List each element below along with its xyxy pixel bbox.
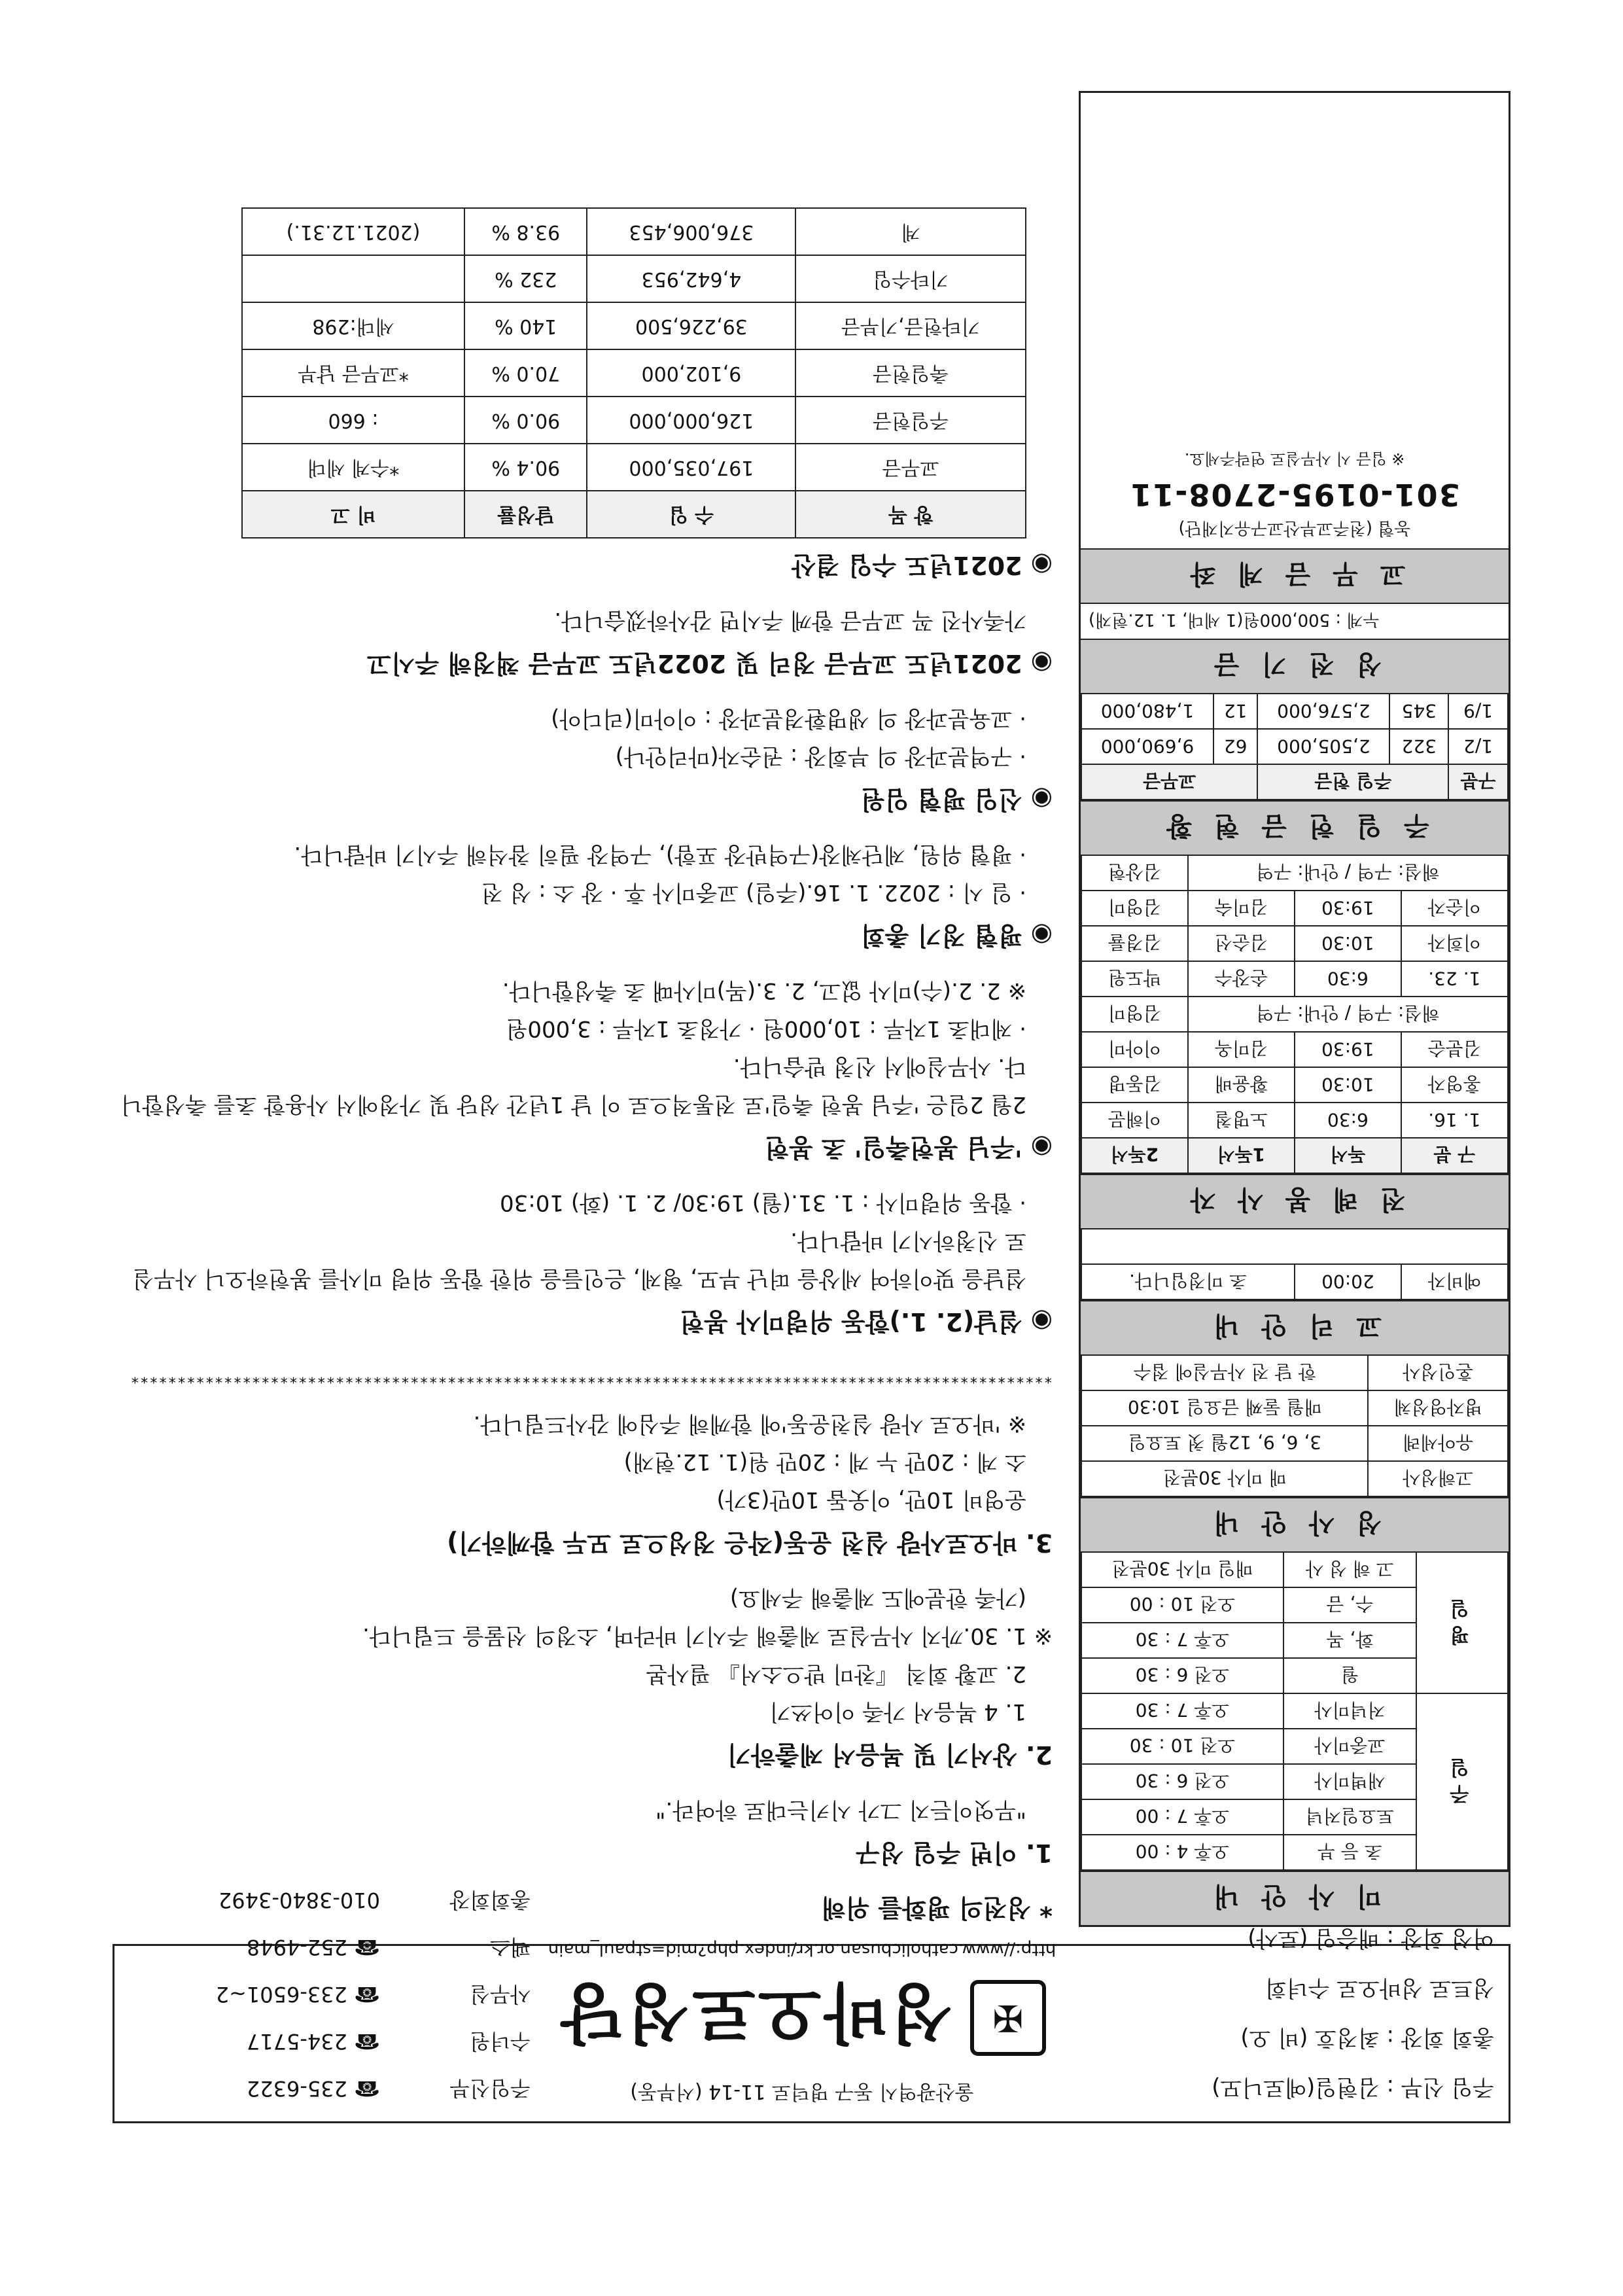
notice-5-text: 가족사진 꼭 교무금 함께 주시면 감사하겠습니다. bbox=[554, 607, 1026, 633]
mass-time: 오후 7 : 00 bbox=[1081, 1799, 1283, 1835]
liturgy-row bbox=[1081, 891, 1508, 926]
section-2-note2: (가족 한분에도 제출해 주세요) bbox=[729, 1585, 1026, 1611]
offering-row bbox=[1081, 694, 1508, 729]
liturgy-name: 이순자 bbox=[1401, 891, 1508, 926]
contact-row bbox=[125, 2018, 531, 2065]
mass-row bbox=[1081, 1658, 1508, 1693]
finance-note: *수계 세대 bbox=[242, 444, 464, 491]
offering-date: 1/2 bbox=[1448, 729, 1508, 764]
liturgy-name: 김미숙 bbox=[1188, 891, 1295, 926]
finance-rate: 93.8 % bbox=[464, 208, 587, 255]
offering-section-title: 주 일 헌 금 현 황 bbox=[1081, 800, 1509, 855]
finance-item: 계 bbox=[795, 208, 1026, 255]
star-divider: *************************************************************************************************** bbox=[130, 1369, 1053, 1385]
mass-row bbox=[1081, 1835, 1508, 1870]
sacrament-value: 매월 둘째 금요일 10:30 bbox=[1081, 1390, 1369, 1426]
ministry-name: 예비자 bbox=[1401, 1264, 1508, 1299]
finance-item: 축일헌금 bbox=[795, 349, 1026, 397]
offering-date: 1/9 bbox=[1448, 694, 1508, 729]
finance-rate: 90.0 % bbox=[464, 397, 587, 444]
offering-table bbox=[1081, 693, 1509, 800]
account-box bbox=[1081, 440, 1509, 548]
contact-row bbox=[125, 1924, 531, 1971]
section-3-title: 3. 바오로사랑 실천 운동(작은 정성으로 모두 함께하기) bbox=[447, 1528, 1053, 1557]
mass-table bbox=[1081, 1551, 1509, 1871]
section-3-line: 운영비 10만, 이웃돕 10만(3가) bbox=[716, 1487, 1026, 1513]
sacrament-value: 3, 6, 9, 12월 첫 토요일 bbox=[1081, 1426, 1369, 1461]
liturgy-name: 이희자 bbox=[1401, 926, 1508, 961]
mass-name: 초 등 부 bbox=[1283, 1835, 1416, 1870]
announcement-column bbox=[113, 91, 1053, 1927]
ministry-note: 초 미정입니다. bbox=[1081, 1264, 1295, 1299]
finance-item: 기타헌금,기부금 bbox=[795, 302, 1026, 349]
sacrament-row bbox=[1081, 1390, 1508, 1426]
contact-value: ☎ 233-6501~2 bbox=[215, 1982, 380, 2007]
intro-heading: * 성전의 평화를 위해 bbox=[821, 1894, 1053, 1922]
section-2-item: 1. 4 복음서 가족 이어쓰기 bbox=[769, 1699, 1026, 1725]
section-1-title: 1. 이번 주일 성구 bbox=[856, 1839, 1053, 1867]
liturgy-note: 해설: 구역 / 안내: 구역 bbox=[1188, 997, 1508, 1032]
notice-1-text: 설날을 맞이하여 세상을 떠난 부모, 형제, 은인들을 위한 합동 위령 미사를 봉헌하오니 사무실로 신청하시기 바랍니다. bbox=[132, 1227, 1026, 1292]
liturgy-note: 해설: 구역 / 안내: 구역 bbox=[1188, 855, 1508, 891]
mass-time: 매일 미사 30분전 bbox=[1081, 1552, 1283, 1587]
finance-row bbox=[242, 444, 1026, 491]
staff-label: 여성 회장 bbox=[1401, 1925, 1494, 1951]
finance-head-cell: 수 입 bbox=[587, 491, 795, 538]
sacrament-name: 병자영성체 bbox=[1369, 1390, 1509, 1426]
notice-4-line: · 구역분과장 의 부회장 : 권순자(마리안나) bbox=[615, 743, 1026, 769]
finance-note: : 660 bbox=[242, 397, 464, 444]
liturgy-name: 김분순 bbox=[1401, 1032, 1508, 1067]
notice-6-title: ◉ 2021년도 수입 결산 bbox=[792, 551, 1053, 580]
mass-time: 오후 7 : 30 bbox=[1081, 1623, 1283, 1658]
account-note: ※ 입금 시 사무실로 연락주세요. bbox=[1184, 450, 1405, 468]
account-number: 301-0195-2708-11 bbox=[1129, 477, 1460, 512]
church-title: 성바오로성당 bbox=[558, 1974, 953, 2051]
ministry-empty bbox=[1081, 1229, 1508, 1264]
finance-row bbox=[242, 255, 1026, 302]
finance-amount: 9,102,000 bbox=[587, 349, 795, 397]
liturgy-name: 손장수 bbox=[1188, 961, 1295, 997]
liturgy-section-title: 전 례 봉 사 자 bbox=[1081, 1174, 1509, 1228]
liturgy-head-cell: 독서 bbox=[1295, 1138, 1401, 1173]
finance-item: 주일헌금 bbox=[795, 397, 1026, 444]
header-staff-row bbox=[1089, 1963, 1494, 2013]
header-staff-row: 총회 회장 : 최정호 (비 오) bbox=[1240, 2024, 1494, 2051]
liturgy-time: 19:30 bbox=[1295, 1032, 1401, 1067]
mass-section-title: 미 사 안 내 bbox=[1081, 1871, 1509, 1925]
offering-head-cell: 주일 헌금 bbox=[1257, 764, 1448, 800]
finance-head bbox=[242, 491, 1026, 538]
mass-time: 오후 4 : 00 bbox=[1081, 1835, 1283, 1870]
bulletin-frame bbox=[113, 91, 1510, 2123]
notice-2-text: 2월 2일은 '주님 봉헌 축일'로 전통적으로 이 날 1년간 성당 및 가정에서 사용할 초를 축성합니다. 사무실에서 신청 받습니다. bbox=[120, 1053, 1026, 1118]
liturgy-row bbox=[1081, 1103, 1508, 1138]
finance-amount: 4,642,953 bbox=[587, 255, 795, 302]
account-section-title: 교 무 금 계 좌 bbox=[1081, 548, 1509, 603]
notice-2-title: ◉ '주님 봉헌축일' 초 봉헌 bbox=[765, 1133, 1053, 1162]
notice-1-line: · 합동 위령미사 : 1. 31.(월) 19:30/ 2. 1. (화) 10:30 bbox=[500, 1190, 1026, 1216]
liturgy-head-cell: 구 분 bbox=[1401, 1138, 1508, 1173]
liturgy-name: 김순선 bbox=[1188, 926, 1295, 961]
liturgy-name: 노명철 bbox=[1188, 1103, 1295, 1138]
header-staff-row: 주임 신부 : 김현일(예로니모) bbox=[1212, 2074, 1494, 2100]
finance-amount: 376,006,453 bbox=[587, 208, 795, 255]
section-1-text: "무엇이든지 그가 시키는대로 하여라." bbox=[655, 1797, 1026, 1823]
offering-head-cell: 교무금 bbox=[1081, 764, 1257, 800]
church-url[interactable]: http://www.catholicbusan.or.kr/index.php?mid=stpaul_main bbox=[548, 1939, 1056, 1959]
mass-name: 화, 목 bbox=[1283, 1623, 1416, 1658]
liturgy-table bbox=[1081, 855, 1509, 1174]
notice-5-title: ◉ 2021년도 교무금 정리 및 2022년도 교무금 책정해 주시고 bbox=[367, 649, 1053, 678]
offering-count: 345 bbox=[1389, 694, 1448, 729]
offering-amount: 2,576,000 bbox=[1257, 694, 1389, 729]
finance-row bbox=[242, 302, 1026, 349]
section-2-title: 2. 상서기 및 복음서 제출하기 bbox=[727, 1740, 1053, 1769]
offering-head-cell: 구분 bbox=[1448, 764, 1508, 800]
liturgy-row bbox=[1081, 997, 1508, 1032]
mass-name: 토요일저녁 bbox=[1283, 1799, 1416, 1835]
mass-name: 고 해 성 사 bbox=[1283, 1552, 1416, 1587]
liturgy-time: 10:30 bbox=[1295, 926, 1401, 961]
mass-name: 저녁미사 bbox=[1283, 1693, 1416, 1729]
liturgy-time: 6:30 bbox=[1295, 1103, 1401, 1138]
finance-rate: 70.0 % bbox=[464, 349, 587, 397]
liturgy-row bbox=[1081, 961, 1508, 997]
offering-count: 62 bbox=[1213, 729, 1257, 764]
finance-rate: 90.4 % bbox=[464, 444, 587, 491]
section-2-item: 2. 교황 회칙 『찬미 받으소서』 필사본 bbox=[646, 1661, 1026, 1687]
finance-note: (2021.12.31.) bbox=[242, 208, 464, 255]
finance-item: 기타수입 bbox=[795, 255, 1026, 302]
section-3-line: 소 계 : 20만 누 계 : 20만 원(1. 12.현재) bbox=[623, 1449, 1026, 1475]
liturgy-name: 황윤배 bbox=[1188, 1067, 1295, 1103]
contact-value: ☎ 235-6322 bbox=[246, 2076, 380, 2101]
liturgy-name: 홍영자 bbox=[1401, 1067, 1508, 1103]
mass-name: 교중미사 bbox=[1283, 1729, 1416, 1764]
liturgy-name: 김영미 bbox=[1081, 997, 1188, 1032]
finance-rate: 232 % bbox=[464, 255, 587, 302]
contact-value: ☎ 234-5717 bbox=[246, 2029, 380, 2054]
mass-name: 새벽미사 bbox=[1283, 1764, 1416, 1799]
mass-time: 오전 10 : 30 bbox=[1081, 1729, 1283, 1764]
notice-1-title: ◉ 설날(2. 1.)합동 위령미사 봉헌 bbox=[680, 1307, 1053, 1336]
liturgy-name: 이해문 bbox=[1081, 1103, 1188, 1138]
ministry-table bbox=[1081, 1228, 1509, 1300]
building-fund-title: 성 전 기 금 bbox=[1081, 639, 1509, 693]
contact-row bbox=[125, 2065, 531, 2112]
ministry-row bbox=[1081, 1229, 1508, 1264]
finance-row bbox=[242, 397, 1026, 444]
sacrament-value: 매 미사 30분전 bbox=[1081, 1461, 1369, 1496]
finance-amount: 197,035,000 bbox=[587, 444, 795, 491]
staff-value: 성트로 성바오로 수녀회 bbox=[1265, 1975, 1494, 2001]
finance-note: 세대:298 bbox=[242, 302, 464, 349]
contact-value: ☎ 252-4948 bbox=[246, 1935, 380, 1960]
finance-head-cell: 비 고 bbox=[242, 491, 464, 538]
finance-table bbox=[241, 207, 1026, 539]
mass-name: 수, 금 bbox=[1283, 1587, 1416, 1623]
staff-value: 배승임 (로사) bbox=[1248, 1925, 1380, 1951]
sacrament-row bbox=[1081, 1355, 1508, 1390]
notice-2-note: ※ 2. 2.(수)미사 없고, 2. 3.(목)미사때 초 축성합니다. bbox=[502, 978, 1026, 1004]
finance-head-cell: 항 목 bbox=[795, 491, 1026, 538]
mass-time: 오전 6 : 30 bbox=[1081, 1658, 1283, 1693]
info-column bbox=[1079, 91, 1510, 1927]
mass-time: 오전 10 : 00 bbox=[1081, 1587, 1283, 1623]
sacrament-table bbox=[1081, 1354, 1509, 1497]
staff-value: 최정호 (비 오) bbox=[1240, 2024, 1380, 2051]
sacrament-name: 고해성사 bbox=[1369, 1461, 1509, 1496]
header-staff bbox=[1089, 1913, 1494, 2112]
liturgy-head bbox=[1081, 1138, 1508, 1173]
contact-label: 수녀원 bbox=[470, 2029, 531, 2054]
notice-3-line: · 일 시 : 2022. 1. 16.(주일) 교중미사 후 · 장 소 : 성 전 bbox=[481, 879, 1026, 906]
header-center bbox=[547, 1939, 1057, 2115]
notice-4-line: · 교육분과장 의 생명환경분과장 : 이아미(리디아) bbox=[551, 705, 1026, 732]
offering-row bbox=[1081, 729, 1508, 764]
sacrament-row bbox=[1081, 1426, 1508, 1461]
liturgy-time: 19:30 bbox=[1295, 891, 1401, 926]
contact-label: 사무실 bbox=[470, 1982, 531, 2007]
offering-amount: 2,505,000 bbox=[1257, 729, 1389, 764]
finance-row bbox=[242, 349, 1026, 397]
mass-time: 오전 6 : 30 bbox=[1081, 1764, 1283, 1799]
sacrament-name: 혼인성사 bbox=[1369, 1355, 1509, 1390]
staff-value: 김현일(예로니모) bbox=[1212, 2074, 1380, 2100]
ministry-section-title: 교 리 안 내 bbox=[1081, 1300, 1509, 1354]
finance-rate: 140 % bbox=[464, 302, 587, 349]
section-3-note: ※ '바오로 사랑 실천운동'에 함께해 주심에 감사드립니다. bbox=[473, 1411, 1026, 1437]
liturgy-head-cell: 1독서 bbox=[1188, 1138, 1295, 1173]
sunday-label: 주 일 bbox=[1416, 1693, 1508, 1870]
finance-item: 교무금 bbox=[795, 444, 1026, 491]
liturgy-row bbox=[1081, 1067, 1508, 1103]
contact-label: 팩스 bbox=[490, 1935, 531, 1960]
account-bank: 농협 (천주교부산교구유지재단) bbox=[1178, 518, 1411, 538]
liturgy-date: 1. 23. bbox=[1401, 961, 1508, 997]
offering-count: 322 bbox=[1389, 729, 1448, 764]
liturgy-name: 박도원 bbox=[1081, 961, 1188, 997]
notice-4-title: ◉ 신임 평협 임원 bbox=[860, 785, 1053, 814]
contact-row bbox=[125, 1971, 531, 2018]
sacrament-value: 한 달 전 사무실에 접수 bbox=[1081, 1355, 1369, 1390]
liturgy-row bbox=[1081, 855, 1508, 891]
finance-head-cell: 달성률 bbox=[464, 491, 587, 538]
notice-2-line: · 제대초 1자루 : 10,000원 · 가정초 1자루 : 3,000원 bbox=[506, 1016, 1026, 1042]
weekday-label: 평 일 bbox=[1416, 1552, 1508, 1693]
liturgy-name: 이아미 bbox=[1081, 1032, 1188, 1067]
mass-name: 월 bbox=[1283, 1658, 1416, 1693]
liturgy-date: 1. 16. bbox=[1401, 1103, 1508, 1138]
sacrament-section-title: 성 사 안 내 bbox=[1081, 1497, 1509, 1551]
contact-label: 총회회장 bbox=[449, 1888, 531, 1913]
mass-time: 오후 7 : 30 bbox=[1081, 1693, 1283, 1729]
header-staff-row: 여성 회장 : 배승임 (로사) bbox=[1248, 1925, 1494, 1951]
liturgy-name: 김영미 bbox=[1081, 891, 1188, 926]
sacrament-row bbox=[1081, 1461, 1508, 1496]
offering-amount: 1,480,000 bbox=[1081, 694, 1213, 729]
ministry-row bbox=[1081, 1264, 1508, 1299]
notice-3-line: · 평협 위원, 제단체장(구역반장 포함), 구역장 필히 참석해 주시기 바랍니다. bbox=[294, 841, 1026, 868]
liturgy-time: 6:30 bbox=[1295, 961, 1401, 997]
liturgy-row bbox=[1081, 926, 1508, 961]
liturgy-head-cell: 2독서 bbox=[1081, 1138, 1188, 1173]
church-title-block bbox=[547, 1971, 1057, 2065]
contact-value: 010-3840-3492 bbox=[218, 1888, 380, 1913]
church-logo-icon: ✠ bbox=[970, 1980, 1046, 2056]
sacrament-name: 유아세례 bbox=[1369, 1426, 1509, 1461]
liturgy-name: 김상현 bbox=[1081, 855, 1188, 891]
ministry-time: 20:00 bbox=[1295, 1264, 1401, 1299]
finance-note: *교무금 납부 bbox=[242, 349, 464, 397]
notice-3-title: ◉ 평협 정기 총회 bbox=[860, 921, 1053, 950]
building-fund-note: 누계 : 500,000원(1 세대, 1. 12.현재) bbox=[1081, 603, 1509, 639]
staff-label: 총회 회장 bbox=[1401, 2024, 1494, 2051]
liturgy-name: 김경률 bbox=[1081, 926, 1188, 961]
finance-amount: 126,000,000 bbox=[587, 397, 795, 444]
finance-total-row bbox=[242, 208, 1026, 255]
finance-note bbox=[242, 255, 464, 302]
liturgy-name: 김미옥 bbox=[1188, 1032, 1295, 1067]
church-address: 울산광역시 동구 명덕로 11-14 (서부동) bbox=[630, 2080, 974, 2103]
liturgy-time: 10:30 bbox=[1295, 1067, 1401, 1103]
liturgy-name: 김동명 bbox=[1081, 1067, 1188, 1103]
finance-amount: 39,226,500 bbox=[587, 302, 795, 349]
offering-amount: 9,690,000 bbox=[1081, 729, 1213, 764]
offering-count: 12 bbox=[1213, 694, 1257, 729]
section-2-note: ※ 1. 30.까지 사무실로 제출해 주시기 바라며, 소정의 선물을 드립니다. bbox=[362, 1623, 1053, 1649]
offering-head bbox=[1081, 764, 1508, 800]
staff-label: 주임 신부 bbox=[1401, 2074, 1494, 2100]
contact-label: 주임신부 bbox=[449, 2076, 531, 2101]
liturgy-row bbox=[1081, 1032, 1508, 1067]
